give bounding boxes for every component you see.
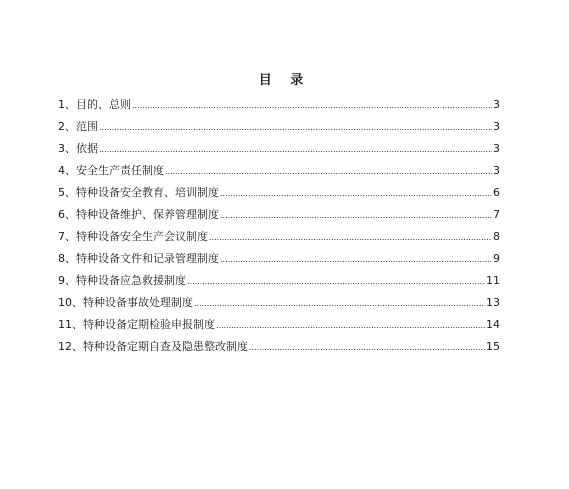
toc-entry[interactable] bbox=[58, 270, 500, 292]
toc-entry-page: 3 bbox=[493, 120, 500, 133]
toc-entry[interactable] bbox=[58, 248, 500, 270]
toc-entry-page: 11 bbox=[486, 274, 500, 287]
toc-entry-page: 3 bbox=[493, 142, 500, 155]
toc-leader-dots bbox=[249, 337, 485, 359]
toc-entry-page: 6 bbox=[493, 186, 500, 199]
toc-entry[interactable] bbox=[58, 138, 500, 160]
toc-entry-label: 9、特种设备应急救援制度 bbox=[58, 274, 186, 287]
toc-leader-dots bbox=[165, 161, 492, 183]
toc-leader-dots bbox=[220, 249, 492, 271]
toc-entry[interactable] bbox=[58, 226, 500, 248]
toc-entry[interactable] bbox=[58, 116, 500, 138]
toc-entry[interactable] bbox=[58, 182, 500, 204]
toc-entry-page: 15 bbox=[486, 340, 500, 353]
toc-leader-dots bbox=[194, 293, 485, 315]
toc-entry-page: 8 bbox=[493, 230, 500, 243]
toc-leader-dots bbox=[187, 271, 485, 293]
toc-leader-dots bbox=[132, 95, 492, 117]
toc-list bbox=[58, 94, 500, 358]
toc-entry-label: 2、范围 bbox=[58, 120, 98, 133]
toc-entry-page: 3 bbox=[493, 164, 500, 177]
toc-entry-label: 5、特种设备安全教育、培训制度 bbox=[58, 186, 219, 199]
toc-entry-label: 10、特种设备事故处理制度 bbox=[58, 296, 193, 309]
toc-entry[interactable] bbox=[58, 160, 500, 182]
toc-entry-label: 3、依据 bbox=[58, 142, 98, 155]
toc-leader-dots bbox=[220, 205, 492, 227]
toc-leader-dots bbox=[209, 227, 492, 249]
toc-entry-label: 4、安全生产责任制度 bbox=[58, 164, 164, 177]
toc-entry-page: 9 bbox=[493, 252, 500, 265]
toc-entry[interactable] bbox=[58, 204, 500, 226]
toc-leader-dots bbox=[220, 183, 492, 205]
toc-entry[interactable] bbox=[58, 336, 500, 358]
toc-entry-label: 12、特种设备定期自查及隐患整改制度 bbox=[58, 340, 248, 353]
toc-entry-label: 8、特种设备文件和记录管理制度 bbox=[58, 252, 219, 265]
toc-entry-page: 3 bbox=[493, 98, 500, 111]
toc-entry-page: 14 bbox=[486, 318, 500, 331]
toc-entry-page: 13 bbox=[486, 296, 500, 309]
toc-leader-dots bbox=[99, 139, 492, 161]
toc-entry-label: 11、特种设备定期检验申报制度 bbox=[58, 318, 215, 331]
toc-entry-page: 7 bbox=[493, 208, 500, 221]
toc-entry-label: 6、特种设备维护、保养管理制度 bbox=[58, 208, 219, 221]
toc-leader-dots bbox=[216, 315, 485, 337]
toc-entry-label: 7、特种设备安全生产会议制度 bbox=[58, 230, 208, 243]
toc-entry[interactable] bbox=[58, 292, 500, 314]
toc-entry-label: 1、目的、总则 bbox=[58, 98, 131, 111]
toc-entry[interactable] bbox=[58, 314, 500, 336]
toc-entry[interactable] bbox=[58, 94, 500, 116]
toc-title: 目 录 bbox=[258, 73, 311, 88]
toc-leader-dots bbox=[99, 117, 492, 139]
